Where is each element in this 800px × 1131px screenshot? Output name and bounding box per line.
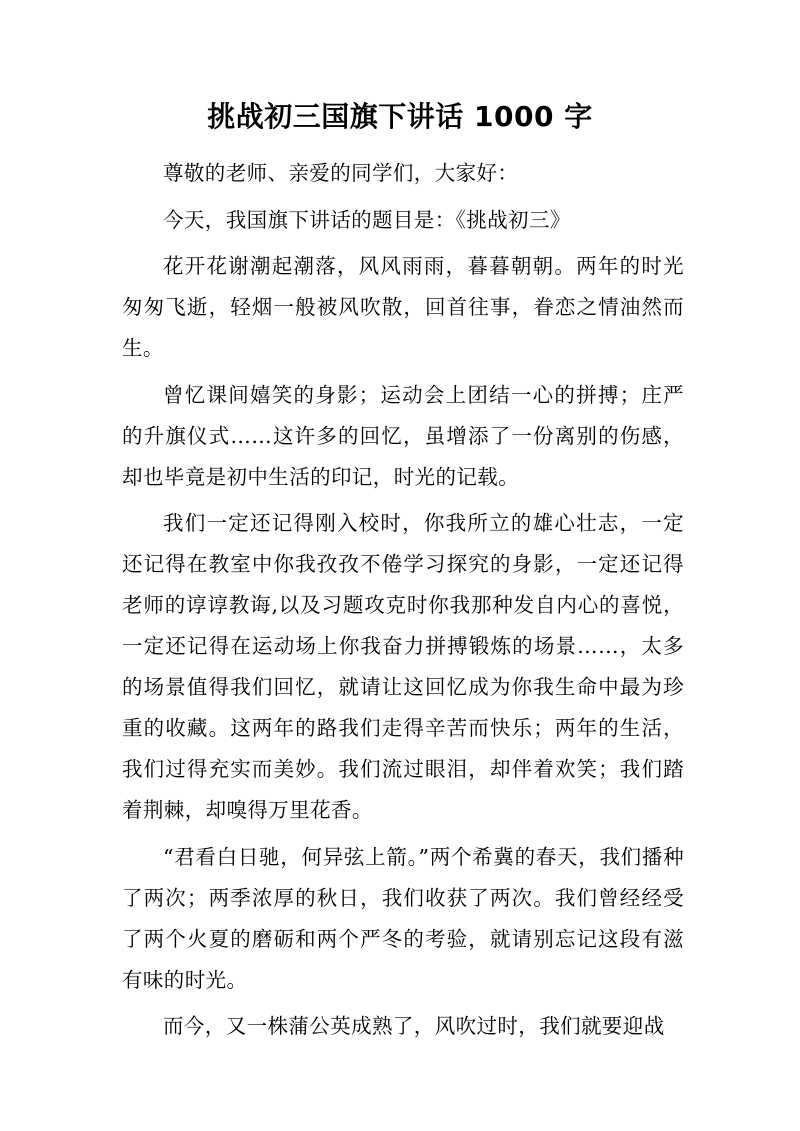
paragraph-now: 而今，又一株蒲公英成熟了，风吹过时，我们就要迎战 [163,1014,665,1038]
paragraph-remember: 我们一定还记得刚入校时，你我所立的雄心壮志，一定还记得在教室中你我孜孜不倦学习探究的身影，一定还记得老师的谆谆教诲,以及习题攻克时你我那种发自内心的喜悦，一定还记得在运动场上你我奋力拼搏锻炼的场景……，太多的场景值得我们回忆，就请让这回忆成为你我生命中最为珍重的收藏。这两年的路我们走得辛苦而快乐；两年的生活，我们过得充实而美妙。我们流过眼泪，却伴着欢笑；我们踏着荆棘，却嗅得万里花香。 [122,511,684,822]
document-body [122,153,684,1053]
paragraph-topic: 今天，我国旗下讲话的题目是：《挑战初三》 [163,207,571,232]
paragraph-greeting: 尊敬的老师、亲爱的同学们，大家好： [163,161,519,185]
paragraph-quote: “君看白日驰，何异弦上箭。”两个希冀的春天，我们播种了两次；两季浓厚的秋日，我们收获了两次。我们曾经经受了两个火夏的磨砺和两个严冬的考验，就请别忘记这段有滋有味的时光。 [122,844,684,992]
paragraph-time-flies: 花开花谢潮起潮落，风风雨雨，暮暮朝朝。两年的时光匆匆飞逝，轻烟一般被风吹散，回首往事，眷恋之情油然而生。 [122,254,684,360]
document-title: 挑战初三国旗下讲话 1000 字 [207,100,593,133]
paragraph-memories: 曾忆课间嬉笑的身影；运动会上团结一心的拼搏；庄严的升旗仪式……这许多的回忆，虽增添了一份离别的伤感，却也毕竟是初中生活的印记，时光的记载。 [122,382,684,489]
